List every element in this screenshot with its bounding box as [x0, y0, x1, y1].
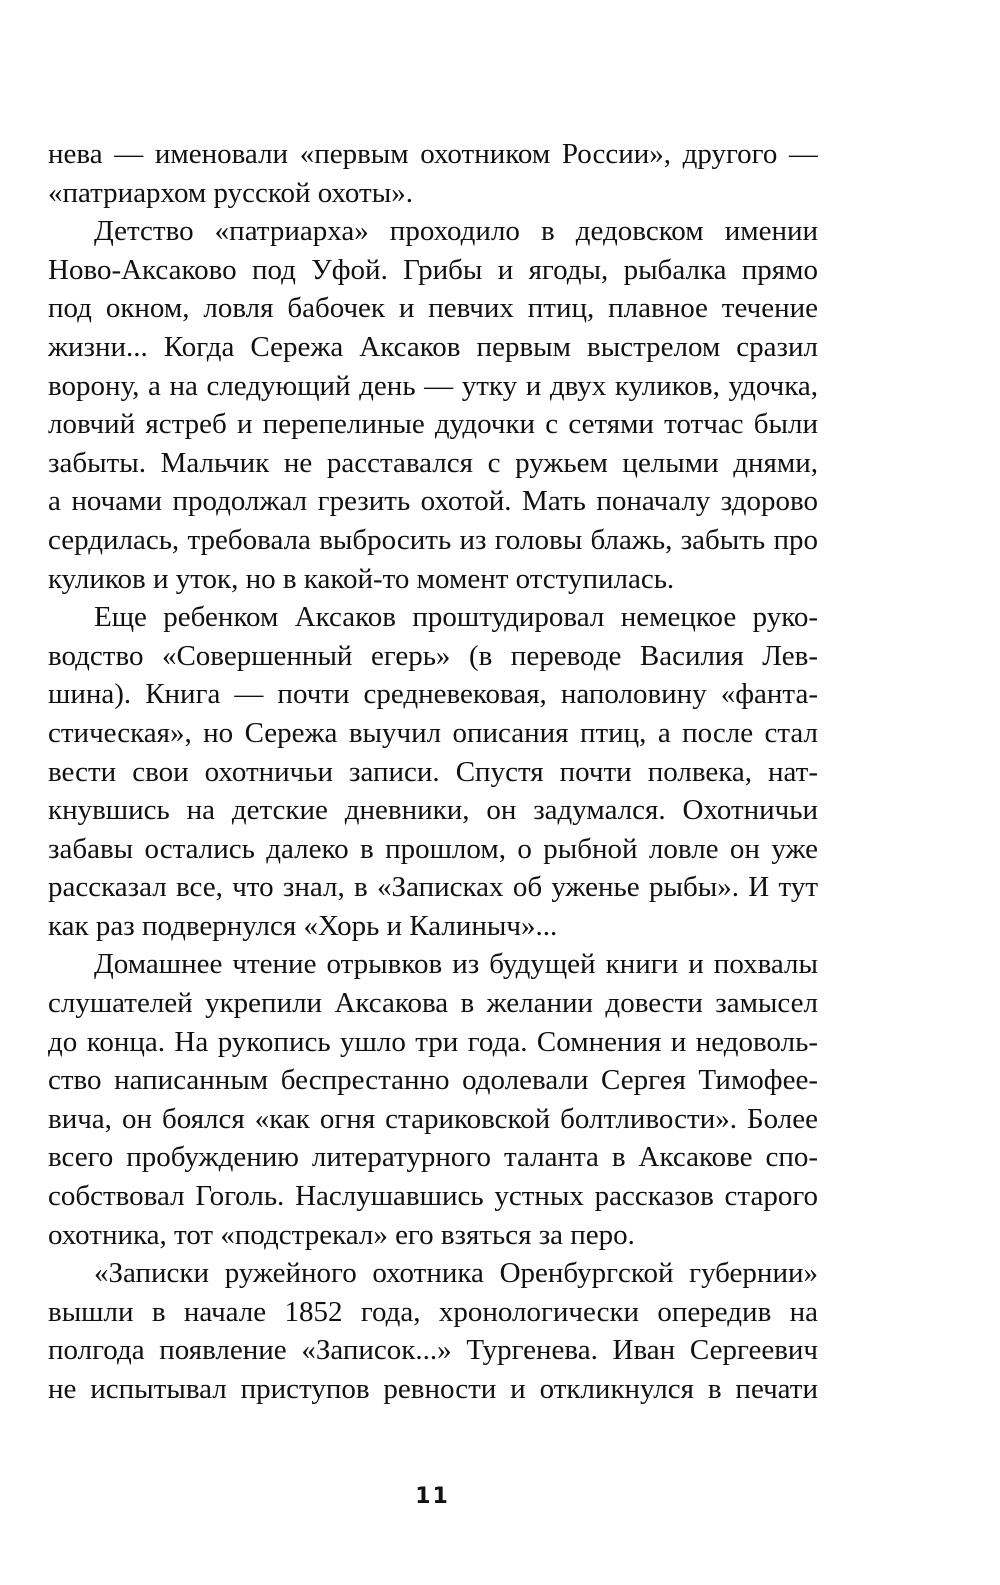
text-line: до конца. На рукопись ушло три года. Сомнения и недоволь-: [48, 1025, 818, 1058]
text-line: жизни... Когда Сережа Аксаков первым выстрелом сразил: [48, 330, 818, 363]
text-line: куликов и уток, но в какой-то момент отступилась.: [48, 562, 675, 595]
text-line: ловчий ястреб и перепелиные дудочки с сетями тотчас были: [48, 408, 818, 441]
text-line: забыты. Мальчик не расставался с ружьем целыми днями,: [48, 446, 818, 479]
text-line: Детство «патриарха» проходило в дедовском имении: [94, 215, 818, 248]
text-line: ство написанным беспрестанно одолевали Сергея Тимофее-: [48, 1064, 818, 1097]
text-line: охотника, тот «подстрекал» его взяться за перо.: [48, 1218, 635, 1251]
text-line: шина). Книга — почти средневековая, наполовину «фанта-: [48, 678, 818, 711]
paragraph-5: [48, 1254, 818, 1408]
text-line: а ночами продолжал грезить охотой. Мать поначалу здорово: [48, 485, 818, 518]
text-line: слушателей укрепили Аксакова в желании довести замысел: [48, 987, 818, 1020]
paragraph-2: [48, 212, 818, 598]
paragraph-3: [48, 598, 818, 945]
text-line: как раз подвернулся «Хорь и Калиныч»...: [48, 909, 558, 942]
text-line: Ново-Аксаково под Уфой. Грибы и ягоды, рыбалка прямо: [48, 253, 818, 286]
text-line: водство «Совершенный егерь» (в переводе Василия Лев-: [48, 639, 818, 672]
page-number: 11: [415, 1484, 450, 1509]
text-line: под окном, ловля бабочек и певчих птиц, плавное течение: [48, 292, 818, 325]
text-line: кнувшись на детские дневники, он задумался. Охотничьи: [48, 794, 818, 827]
text-line: забавы остались далеко в прошлом, о рыбной ловле он уже: [48, 832, 818, 865]
text-line: полгода появление «Записок...» Тургенева. Иван Сергеевич: [48, 1334, 818, 1367]
text-line: «Записки ружейного охотника Оренбургской губернии»: [94, 1257, 818, 1290]
text-line: Еще ребенком Аксаков проштудировал немецкое руко-: [94, 601, 818, 634]
text-line: всего пробуждению литературного таланта в Аксакове спо-: [48, 1141, 818, 1174]
text-line: ворону, а на следующий день — утку и двух куликов, удочка,: [48, 369, 818, 402]
text-line: Домашнее чтение отрывков из будущей книги и похвалы: [94, 948, 818, 981]
text-line: вича, он боялся «как огня стариковской болтливости». Более: [48, 1102, 818, 1135]
page-body: [48, 135, 818, 1409]
text-line: нева — именовали «первым охотником России», другого —: [48, 138, 818, 170]
text-line: собствовал Гоголь. Наслушавшись устных рассказов старого: [48, 1180, 818, 1213]
paragraph-4: [48, 945, 818, 1254]
paragraph-1: [48, 135, 818, 212]
text-line: не испытывал приступов ревности и откликнулся в печати: [48, 1373, 818, 1405]
text-line: рассказал все, что знал, в «Записках об уженье рыбы». И тут: [48, 871, 818, 904]
text-line: сердилась, требовала выбросить из головы блажь, забыть про: [48, 523, 818, 556]
text-line: вышли в начале 1852 года, хронологически опередив на: [48, 1295, 818, 1328]
text-line: стическая», но Сережа выучил описания птиц, а после стал: [48, 716, 818, 749]
text-line: вести свои охотничьи записи. Спустя почти полвека, нат-: [48, 755, 818, 788]
text-line: «патриархом русской охоты».: [48, 176, 413, 209]
